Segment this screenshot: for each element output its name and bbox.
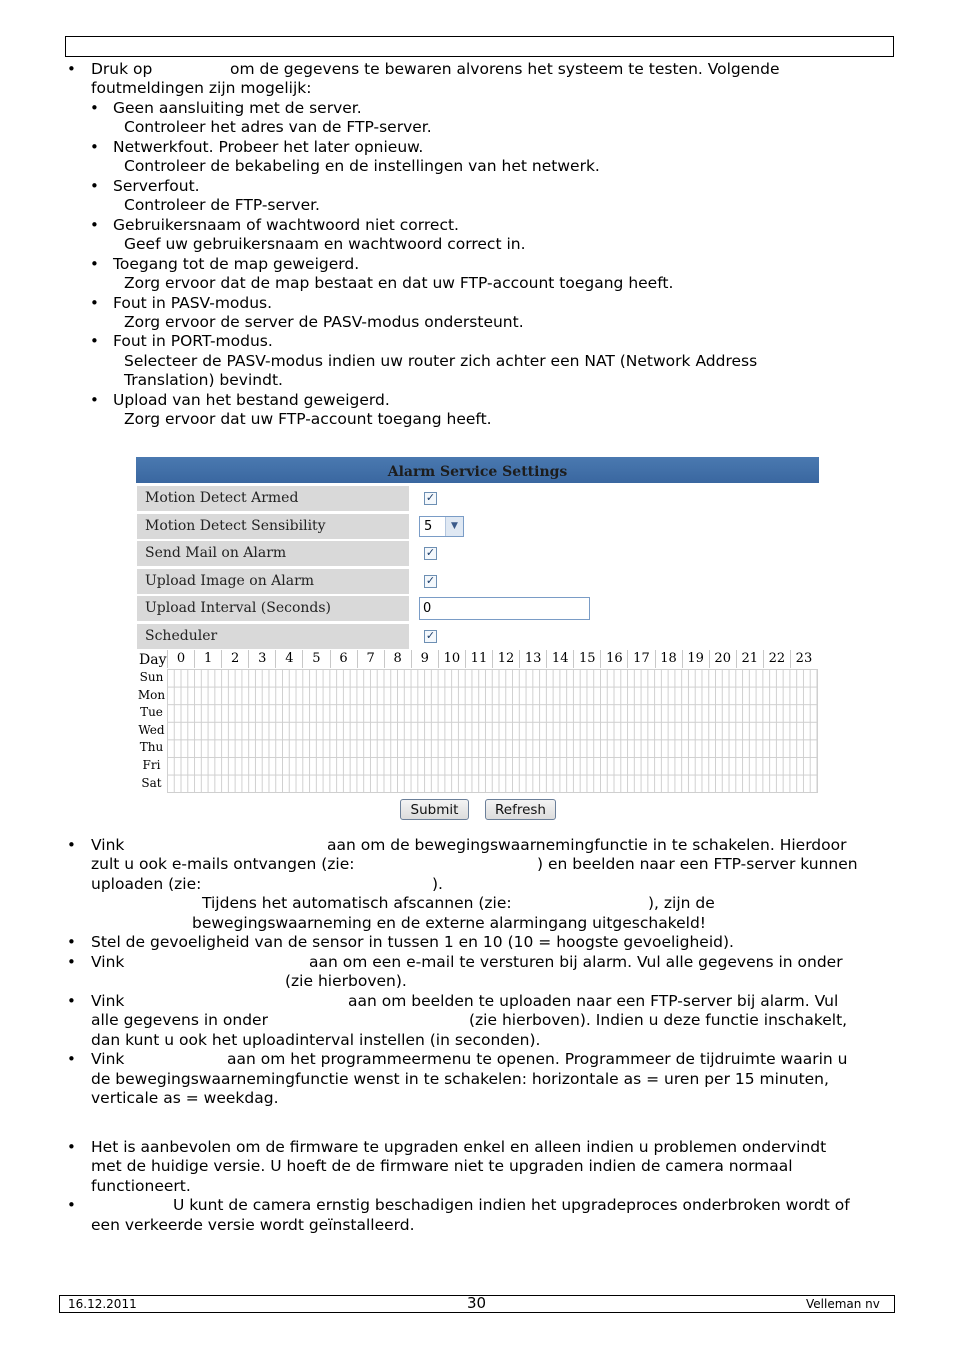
bullet: • xyxy=(67,60,76,78)
error-fix: Controleer het adres van de FTP-server. xyxy=(124,118,432,136)
day-label: Wed xyxy=(138,722,165,737)
day-header: Day xyxy=(139,652,167,668)
text: dan kunt u ook het uploadinterval instellen (in seconden). xyxy=(91,1031,541,1049)
error-title: Toegang tot de map geweigerd. xyxy=(113,255,360,273)
upload-interval-input[interactable]: 0 xyxy=(419,597,590,620)
footer-company: Velleman nv xyxy=(806,1297,880,1311)
bullet: • xyxy=(67,1050,76,1068)
hour-label: 8 xyxy=(384,650,411,668)
hour-label: 10 xyxy=(438,650,465,668)
hour-label: 9 xyxy=(411,650,438,668)
text: functioneert. xyxy=(91,1177,191,1195)
bullet: • xyxy=(90,99,99,117)
error-fix: Zorg ervoor de server de PASV-modus ondersteunt. xyxy=(124,313,524,331)
scheduler-label: Scheduler xyxy=(137,624,409,649)
text: Stel de gevoeligheid van de sensor in tussen 1 en 10 (10 = hoogste gevoeligheid). xyxy=(91,933,734,951)
error-title: Upload van het bestand geweigerd. xyxy=(113,391,390,409)
hour-label: 7 xyxy=(357,650,384,668)
error-title: Netwerkfout. Probeer het later opnieuw. xyxy=(113,138,424,156)
text: Vink xyxy=(91,953,125,971)
error-fix: Controleer de bekabeling en de instellingen van het netwerk. xyxy=(124,157,600,175)
footer-date: 16.12.2011 xyxy=(68,1297,137,1311)
upload-interval-cell xyxy=(410,596,818,621)
hour-label: 17 xyxy=(627,650,654,668)
bullet: • xyxy=(67,933,76,951)
text: uploaden (zie: xyxy=(91,875,202,893)
send-mail-on-alarm-label: Send Mail on Alarm xyxy=(137,541,409,566)
upload-image-on-alarm-label: Upload Image on Alarm xyxy=(137,569,409,594)
hour-label: 5 xyxy=(302,650,329,668)
bullet: • xyxy=(67,1196,76,1214)
motion-detect-armed-cell xyxy=(410,486,818,511)
bullet: • xyxy=(67,992,76,1010)
error-fix: Translation) bevindt. xyxy=(124,371,283,389)
hour-label: 23 xyxy=(790,650,817,668)
hour-label: 2 xyxy=(221,650,248,668)
bullet: • xyxy=(90,391,99,409)
text: Vink xyxy=(91,1050,125,1068)
send-mail-checkbox[interactable]: ✓ xyxy=(425,546,436,559)
hour-label: 21 xyxy=(736,650,763,668)
bullet: • xyxy=(90,216,99,234)
hour-label: 12 xyxy=(492,650,519,668)
panel-title: Alarm Service Settings xyxy=(136,457,819,483)
error-fix: Controleer de FTP-server. xyxy=(124,196,320,214)
text: aan om de bewegingswaarnemingfunctie in te schakelen. Hierdoor xyxy=(327,836,847,854)
hour-label: 4 xyxy=(275,650,302,668)
error-fix: Zorg ervoor dat de map bestaat en dat uw FTP-account toegang heeft. xyxy=(124,274,674,292)
error-title: Serverfout. xyxy=(113,177,200,195)
text: ). xyxy=(432,875,443,893)
sensibility-select[interactable] xyxy=(419,516,464,537)
error-title: Fout in PASV-modus. xyxy=(113,294,273,312)
refresh-button[interactable]: Refresh xyxy=(485,799,556,820)
bullet: • xyxy=(67,1138,76,1156)
motion-detect-sensibility-cell xyxy=(410,514,818,539)
chevron-down-icon[interactable]: ▼ xyxy=(445,517,463,536)
bullet: • xyxy=(67,953,76,971)
footer-page-number: 30 xyxy=(467,1294,487,1312)
upload-image-on-alarm-cell xyxy=(410,569,818,594)
text: Tijdens het automatisch afscannen (zie: xyxy=(202,894,512,912)
day-label: Mon xyxy=(137,687,166,702)
motion-detect-sensibility-label: Motion Detect Sensibility xyxy=(137,514,409,539)
day-label: Tue xyxy=(140,705,163,720)
day-label: Sat xyxy=(141,775,162,790)
text: verticale as = weekdag. xyxy=(91,1089,279,1107)
scheduler-cell xyxy=(410,624,818,649)
text: ), zijn de xyxy=(648,894,715,912)
header-box xyxy=(65,36,894,57)
text: Het is aanbevolen om de firmware te upgraden enkel en alleen indien u problemen ondervindt xyxy=(91,1138,827,1156)
bullet: • xyxy=(90,138,99,156)
day-label: Thu xyxy=(139,740,164,755)
hour-label: 20 xyxy=(709,650,736,668)
hour-label: 13 xyxy=(519,650,546,668)
text: aan om beelden te uploaden naar een FTP-server bij alarm. Vul xyxy=(348,992,839,1010)
text: aan om een e-mail te versturen bij alarm. Vul alle gegevens in onder xyxy=(309,953,843,971)
bullet: • xyxy=(67,836,76,854)
text: Vink xyxy=(91,992,125,1010)
upload-interval-label: Upload Interval (Seconds) xyxy=(137,596,409,621)
hour-label: 0 xyxy=(167,650,194,668)
scheduler-checkbox[interactable]: ✓ xyxy=(425,629,436,642)
intro-text: Druk op xyxy=(91,60,153,78)
intro-text: foutmeldingen zijn mogelijk: xyxy=(91,79,312,97)
text: aan om het programmeermenu te openen. Programmeer de tijdruimte waarin u xyxy=(227,1050,848,1068)
text: Vink xyxy=(91,836,125,854)
intro-text: om de gegevens te bewaren alvorens het systeem te testen. Volgende xyxy=(230,60,780,78)
hour-label: 1 xyxy=(194,650,221,668)
text: alle gegevens in onder xyxy=(91,1011,268,1029)
text: U kunt de camera ernstig beschadigen indien het upgradeproces onderbroken wordt of xyxy=(173,1196,850,1214)
send-mail-on-alarm-cell xyxy=(410,541,818,566)
text: de bewegingswaarnemingfunctie wenst in te schakelen: horizontale as = uren per 15 minuten, xyxy=(91,1070,829,1088)
motion-detect-armed-label: Motion Detect Armed xyxy=(137,486,409,511)
error-fix: Selecteer de PASV-modus indien uw router zich achter een NAT (Network Address xyxy=(124,352,758,370)
text: (zie hierboven). Indien u deze functie inschakelt, xyxy=(469,1011,848,1029)
hour-label: 18 xyxy=(655,650,682,668)
bullet: • xyxy=(90,255,99,273)
text: zult u ook e-mails ontvangen (zie: xyxy=(91,855,355,873)
error-title: Geen aansluiting met de server. xyxy=(113,99,362,117)
hour-label: 6 xyxy=(330,650,357,668)
hour-label: 22 xyxy=(763,650,790,668)
error-fix: Zorg ervoor dat uw FTP-account toegang heeft. xyxy=(124,410,492,428)
text: een verkeerde versie wordt geïnstalleerd. xyxy=(91,1216,415,1234)
text: (zie hierboven). xyxy=(285,972,407,990)
text: ) en beelden naar een FTP-server kunnen xyxy=(537,855,858,873)
bullet: • xyxy=(90,294,99,312)
hour-label: 3 xyxy=(248,650,275,668)
hour-label: 16 xyxy=(600,650,627,668)
hour-label: 14 xyxy=(546,650,573,668)
text: met de huidige versie. U hoeft de de firmware niet te upgraden indien de camera normaal xyxy=(91,1157,793,1175)
hour-label: 11 xyxy=(465,650,492,668)
error-title: Fout in PORT-modus. xyxy=(113,332,273,350)
hour-label: 19 xyxy=(682,650,709,668)
day-label: Sun xyxy=(139,670,164,684)
bullet: • xyxy=(90,177,99,195)
scheduler-grid xyxy=(136,650,819,794)
motion-detect-armed-checkbox[interactable]: ✓ xyxy=(425,491,436,504)
submit-button[interactable]: Submit xyxy=(400,799,469,820)
alarm-service-settings-panel xyxy=(136,457,819,823)
sensibility-value: 5 xyxy=(424,519,433,534)
error-title: Gebruikersnaam of wachtwoord niet correct. xyxy=(113,216,459,234)
schedule-cells[interactable] xyxy=(167,669,818,793)
day-label: Fri xyxy=(142,758,161,772)
error-fix: Geef uw gebruikersnaam en wachtwoord correct in. xyxy=(124,235,526,253)
upload-image-checkbox[interactable]: ✓ xyxy=(425,574,436,587)
hour-label: 15 xyxy=(573,650,600,668)
text: bewegingswaarneming en de externe alarmingang uitgeschakeld! xyxy=(192,914,707,932)
bullet: • xyxy=(90,332,99,350)
